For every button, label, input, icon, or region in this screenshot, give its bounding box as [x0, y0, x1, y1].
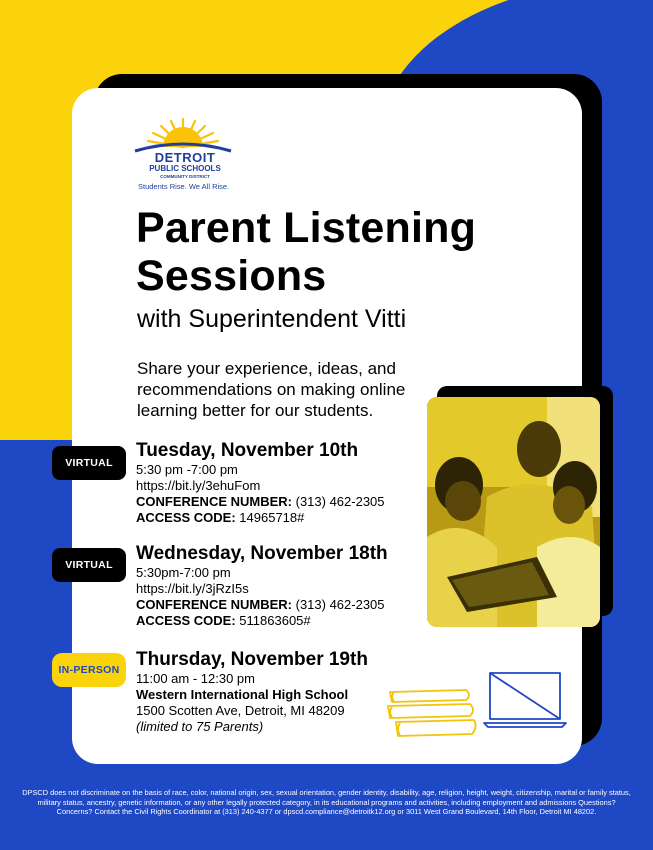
badge-virtual: VIRTUAL: [52, 446, 126, 480]
conference-number: [136, 597, 388, 613]
access-label: ACCESS CODE:: [136, 510, 236, 525]
session-2: [136, 543, 388, 629]
conference-label: CONFERENCE NUMBER:: [136, 494, 292, 509]
badge-in-person: IN-PERSON: [52, 653, 126, 687]
session-day: Wednesday, November 18th: [136, 543, 388, 564]
logo-public-schools: PUBLIC SCHOOLS: [149, 164, 221, 173]
logo-tagline: Students Rise. We All Rise.: [138, 182, 230, 191]
session-note: (limited to 75 Parents): [136, 719, 264, 734]
conference-label: CONFERENCE NUMBER:: [136, 597, 292, 612]
intro-text: Share your experience, ideas, and recommendations on making online learning better for our students.: [137, 359, 406, 420]
session-time: 11:00 am - 12:30 pm: [136, 671, 255, 686]
page-title: Parent Listening Sessions: [136, 204, 477, 300]
session-time: 5:30pm-7:00 pm: [136, 565, 231, 580]
conference-number: [136, 494, 385, 510]
logo-district-name: DETROIT: [154, 150, 216, 165]
access-value: 14965718#: [235, 510, 305, 525]
session-day: Thursday, November 19th: [136, 649, 368, 670]
badge-virtual: VIRTUAL: [52, 548, 126, 582]
session-3: [136, 649, 368, 735]
family-photo: [427, 397, 600, 627]
books-icon: [386, 686, 478, 738]
session-1: [136, 440, 385, 526]
access-code: [136, 613, 388, 629]
access-value: 511863605#: [235, 613, 311, 628]
session-time: 5:30 pm -7:00 pm: [136, 462, 238, 477]
session-day: Tuesday, November 10th: [136, 440, 359, 461]
conference-value: (313) 462-2305: [292, 494, 385, 509]
access-code: [136, 510, 385, 526]
session-link[interactable]: https://bit.ly/3jRzI5s: [136, 581, 249, 596]
session-venue: Western International High School: [136, 687, 349, 702]
session-link[interactable]: https://bit.ly/3ehuFom: [136, 478, 261, 493]
non-discrimination-footer: DPSCD does not discriminate on the basis of race, color, national origin, sex, sexual orientation, gender identity, disability, age, religion, height, weight, citizenship, marital or family status, military status, ancestry, genetic information, or any other legally protected category, in its educational programs and activities, including employment and admissions Questions? Concerns? Contact the Civil Rights Coordinator at (313) 240-4377 or dpscd.compliance@detroitk12.org or 3011 West Grand Boulevard, 14th Floor, Detroit MI 48202.: [22, 788, 631, 817]
page-subtitle: with Superintendent Vitti: [137, 305, 407, 333]
session-address: 1500 Scotten Ave, Detroit, MI 48209: [136, 703, 345, 718]
logo-community-district: COMMUNITY DISTRICT: [160, 174, 210, 179]
conference-value: (313) 462-2305: [292, 597, 385, 612]
access-label: ACCESS CODE:: [136, 613, 236, 628]
laptop-icon: [482, 671, 568, 729]
